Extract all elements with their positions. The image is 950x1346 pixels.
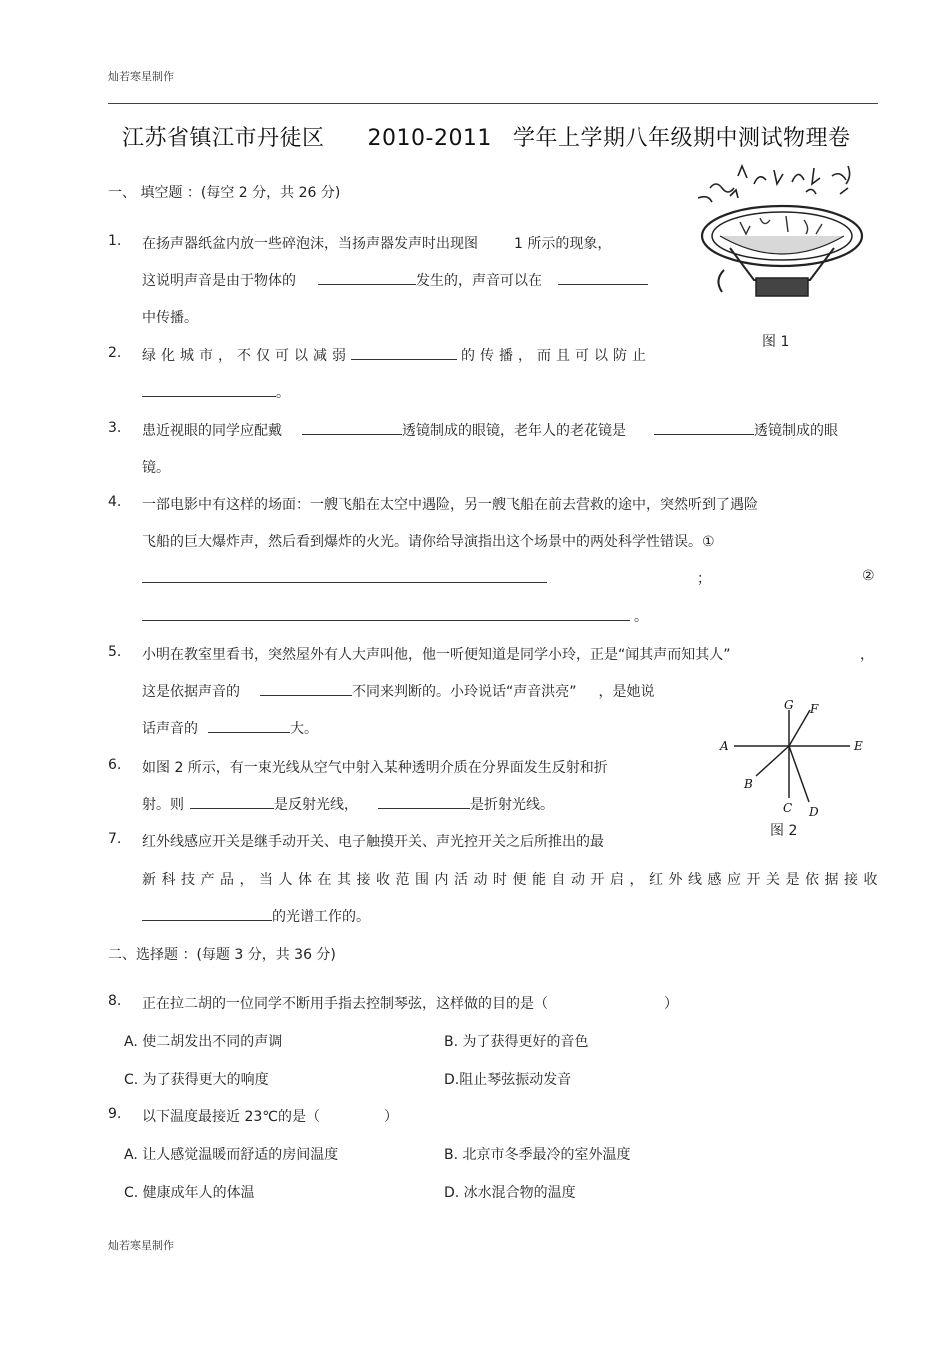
q3-blank-1[interactable] [302, 420, 402, 435]
q3-blank-2[interactable] [654, 420, 754, 435]
title-province: 江苏省镇江市丹徒区 [122, 126, 325, 151]
q4-line2: 飞船的巨大爆炸声，然后看到爆炸的火光。请你给导演指出这个场景中的两处科学性错误。① [142, 534, 715, 550]
header-divider [108, 103, 878, 104]
q5-number: 5. [108, 644, 122, 660]
q1-blank-1[interactable] [318, 270, 416, 285]
label-d: D [809, 805, 819, 819]
q5-text-e: 大。 [290, 721, 318, 737]
q9-paren: ） [384, 1109, 398, 1125]
q5-comma: ， [860, 647, 874, 663]
q6-blank-2[interactable] [378, 794, 470, 809]
q6-line1: 如图 2 所示，有一束光线从空气中射入某种透明介质在分界面发生反射和折 [142, 760, 608, 776]
q5-text-d: 话声音的 [142, 721, 198, 737]
q8-paren: ） [664, 996, 678, 1012]
q3-text-a: 患近视眼的同学应配戴 [142, 423, 282, 439]
section1-heading: 一、 填空题 ：(每空 2 分，共 26 分) [108, 185, 341, 201]
q2-end: 。 [276, 385, 290, 401]
q5-line1: 小明在教室里看书，突然屋外有人大声叫他，他一听便知道是同学小玲，正是“闻其声而知其人” [142, 647, 731, 663]
q2-blank-1[interactable] [351, 345, 457, 360]
label-g: G [784, 698, 794, 712]
q4-number: 4. [108, 494, 122, 510]
q1-line1 [142, 233, 611, 253]
page-title [122, 121, 850, 152]
q1-line1-fig: 1 所示的现象， [514, 236, 612, 252]
q5-line3 [142, 718, 318, 738]
q8-option-a[interactable]: A. 使二胡发出不同的声调 [124, 1034, 283, 1050]
q5-blank-2[interactable] [208, 718, 290, 733]
q5-line2 [142, 681, 655, 701]
q8-option-c[interactable]: C. 为了获得更大的响度 [124, 1072, 269, 1088]
q7-line1: 红外线感应开关是继手动开关、电子触摸开关、声光控开关之后所推出的最 [142, 834, 604, 850]
q7-text: 的光谱工作的。 [272, 909, 370, 925]
figure2-optics-diagram [712, 696, 872, 820]
section2-heading: 二、选择题 ：(每题 3 分，共 36 分) [108, 947, 336, 963]
q5-text-a: 这是依据声音的 [142, 684, 240, 700]
q9-option-b[interactable]: B. 北京市冬季最冷的室外温度 [444, 1147, 631, 1163]
q2-line2 [142, 382, 290, 402]
q4-line3 [142, 568, 547, 587]
q9-option-d[interactable]: D. 冰水混合物的温度 [444, 1185, 576, 1201]
footer-note: 灿若寒星制作 [108, 1239, 174, 1252]
q2-blank-2[interactable] [142, 382, 276, 397]
q6-text-c: 是折射光线。 [470, 797, 554, 813]
q9-option-a[interactable]: A. 让人感觉温暖而舒适的房间温度 [124, 1147, 339, 1163]
figure1-caption: 图 1 [762, 334, 790, 350]
q3-text-b: 透镜制成的眼镜，老年人的老花镜是 [402, 423, 626, 439]
q5-text-b: 不同来判断的。小玲说话“声音洪亮” [352, 684, 577, 700]
optics-drawing [712, 696, 872, 820]
q8-number: 8. [108, 993, 122, 1009]
q8-stem: 正在拉二胡的一位同学不断用手指去控制琴弦，这样做的目的是（ [142, 996, 548, 1012]
q3-line2: 镜。 [142, 460, 170, 476]
q4-blank-1[interactable] [142, 568, 547, 583]
q7-blank-1[interactable] [142, 906, 272, 921]
q1-line3: 中传播。 [142, 310, 198, 326]
q3-text-c: 透镜制成的眼 [754, 423, 838, 439]
q7-line2: 新科技产品，当人体在其接收范围内活动时便能自动开启，红外线感应开关是依据接收 [142, 872, 883, 888]
q6-line2 [142, 794, 554, 814]
q4-blank-2[interactable] [142, 606, 630, 621]
speaker-drawing [690, 158, 870, 318]
figure2-caption: 图 2 [770, 823, 798, 839]
q2-text-a: 绿化城市，不仅可以减弱 [142, 348, 351, 364]
label-c: C [783, 801, 793, 815]
q1-line2 [142, 270, 648, 290]
q2-text-b: 的传播，而且可以防止 [461, 348, 651, 364]
label-e: E [854, 739, 863, 753]
q4-end: 。 [634, 609, 648, 625]
figure1-speaker-image [690, 158, 870, 318]
q5-text-c: ，是她说 [598, 684, 655, 700]
q6-blank-1[interactable] [190, 794, 274, 809]
q8-option-d[interactable]: D.阻止琴弦振动发音 [444, 1072, 572, 1088]
q2-number: 2. [108, 345, 122, 361]
q5-blank-1[interactable] [260, 681, 352, 696]
q9-stem: 以下温度最接近 23℃的是（ [142, 1109, 320, 1125]
q4-line1: 一部电影中有这样的场面：一艘飞船在太空中遇险，另一艘飞船在前去营救的途中，突然听到了遇险 [142, 497, 758, 513]
q1-line2-text-b: 发生的，声音可以在 [416, 273, 542, 289]
label-a: A [720, 739, 729, 753]
q1-line2-text-a: 这说明声音是由于物体的 [142, 273, 296, 289]
q1-line1-text: 在扬声器纸盆内放一些碎泡沫，当扬声器发声时出现图 [142, 236, 478, 252]
q3-number: 3. [108, 420, 122, 436]
q6-text-b: 是反射光线， [274, 797, 358, 813]
q6-number: 6. [108, 757, 122, 773]
q9-number: 9. [108, 1106, 122, 1122]
q9-option-c[interactable]: C. 健康成年人的体温 [124, 1185, 255, 1201]
q1-blank-2[interactable] [558, 270, 648, 285]
q7-line3 [142, 906, 370, 926]
label-b: B [744, 777, 753, 791]
q6-text-a: 射。则 [142, 797, 184, 813]
q1-number: 1. [108, 233, 122, 249]
q8-option-b[interactable]: B. 为了获得更好的音色 [444, 1034, 589, 1050]
q3-line1 [142, 420, 838, 440]
header-note: 灿若寒星制作 [108, 70, 174, 83]
q2-line1 [142, 345, 651, 365]
q4-semicolon: ； [697, 571, 711, 587]
q7-number: 7. [108, 831, 122, 847]
label-f: F [810, 702, 819, 716]
title-rest: 学年上学期八年级期中测试物理卷 [512, 126, 851, 151]
q4-circle2: ② [862, 568, 875, 584]
q4-line4 [142, 606, 648, 626]
title-years: 2010-2011 [367, 126, 492, 151]
